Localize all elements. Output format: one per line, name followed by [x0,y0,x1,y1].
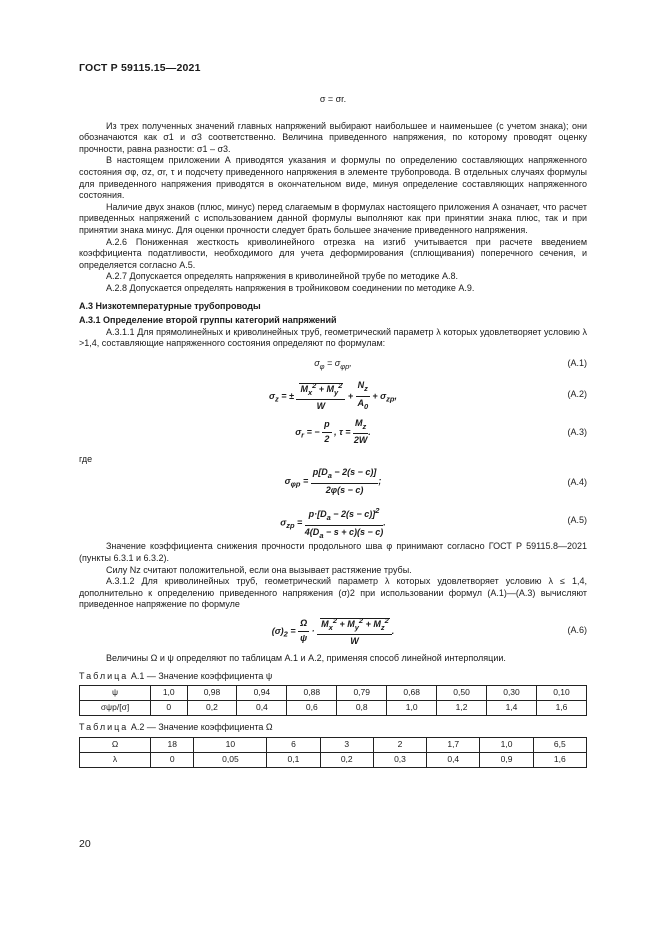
paragraph-a28: А.2.8 Допускается определять напряжения в тройниковом соединении по методике А.9. [106,282,475,293]
formula-a6: $(\sigma)_2$ = $\frac{\Omega}{\psi}$ · $\frac{M_x^2 + M_y^2 + M_z^2}{W}$ . (А.6) [271,616,587,647]
where-label: где [79,453,93,464]
formula-a4: $\sigma_{\varphi p}$ = $\frac{p[D_a - 2(s - c)]}{2\varphi(s - c)}$ ; (А.4) [284,467,587,495]
formula-a1: $\sigma_\varphi = \sigma_{\varphi p}$, (А.1) [314,357,587,371]
table-a2-caption: Таблица А.2 — Значение коэффициента Ω [79,722,273,733]
equation-top: σ = σr. [319,94,347,104]
paragraph-a312: А.3.1.2 Для криволинейных труб, геометрический параметр λ которых удовлетворяет условию λ ≤ 1,4, дополнительно к определению приведенного напряжения (σ)2 при использовании формул (А.1)—(А.3) вычисляют приведенное напряжение по формуле [79,576,587,610]
page-body [79,90,587,768]
table-row: λ 0 0,05 0,1 0,2 0,3 0,4 0,9 1,6 [80,752,587,767]
paragraph-a26: А.2.6 Пониженная жесткость криволинейного отрезка на изгиб учитывается при расчете введением коэффициента податливости, необходимого для учета деформирования (сплющивания) поперечного сечения, и определяется согласно А.5. [79,236,587,270]
paragraph-a27: А.2.7 Допускается определять напряжения в криволинейной трубе по методике А.8. [106,271,458,282]
formula-number: (А.2) [567,388,587,399]
paragraph-omega-psi: Величины Ω и ψ определяют по таблицам А.1 и А.2, применяя способ линейной интерполяции. [106,653,506,664]
heading-a3: А.3 Низкотемпературные трубопроводы [79,300,261,311]
table-a1-caption: Таблица А.1 — Значение коэффициента ψ [79,670,273,681]
table-row: Ω 18 10 6 3 2 1,7 1,0 6,5 [80,737,587,752]
heading-a31: А.3.1 Определение второй группы категорий напряжений [79,315,337,326]
paragraph-phi: Значение коэффициента снижения прочности продольного шва φ принимают согласно ГОСТ Р 59115.8—2021 (пункты 6.3.1 и 6.3.2). [79,541,587,564]
formula-number: (А.1) [567,357,587,368]
formula-a2: $\sigma_z$ = ± $\frac{M_x^2 + M_y^2}{W}$ + $\frac{N_z}{A_0}$ + $\sigma_{zp}$, (А.2) [269,380,587,412]
page-number: 20 [79,838,91,850]
formula-number: (А.5) [567,515,587,526]
paragraph-3: Наличие двух знаков (плюс, минус) перед слагаемым в формулах настоящего приложения А означает, что расчет приведенных напряжений с использованием данной формулы выполняют как при принятии знака плюс, так и при принятии знака минус. Для оценки прочности следует брать большее значение приведенного напряжения. [79,201,587,235]
table-row: σψp/[σ] 0 0,2 0,4 0,6 0,8 1,0 1,2 1,4 1,6 [80,701,587,716]
paragraph-force: Силу Nz считают положительной, если она вызывает растяжение трубы. [106,564,412,575]
table-a1 [79,685,587,716]
paragraph-a311: А.3.1.1 Для прямолинейных и криволинейных труб, геометрический параметр λ которых удовлетворяет условию λ >1,4, составляющие напряженного состояния определяют по формулам: [79,326,587,349]
formula-a5: $\sigma_{zp}$ = $\frac{p\cdot[D_a - 2(s - c)]^2}{4(D_a - s + c)(s - c)}$ . (А.5) [280,506,587,540]
document-header: ГОСТ Р 59115.15—2021 [79,62,201,74]
formula-number: (А.3) [567,426,587,437]
table-a2 [79,737,587,768]
table-row: ψ 1,0 0,98 0,94 0,88 0,79 0,68 0,50 0,30 0,10 [80,686,587,701]
formula-number: (А.6) [567,625,587,636]
paragraph-2: В настоящем приложении А приводятся указания и формулы по определению составляющих напряженного состояния σφ, σz, σr, τ и подсчету приведенного напряжения в элементе трубопровода. В отдельных случаях формулы для приведенного напряжения приводятся в окончательном виде, минуя определение составляющих напряженного состояния. [79,155,587,201]
formula-a3: $\sigma_r$ = − $\frac{p}{2}$ , τ = $\frac{M_z}{2W}$ . (А.3) [295,417,587,446]
paragraph-1: Из трех полученных значений главных напряжений выбирают наибольшее и наименьшее (с учетом знака); они обозначаются как σ1 и σ3 соответственно. Величина приведенного напряжения, по которому проводят оценку прочности, равна разности: σ1 – σ3. [79,120,587,154]
formula-number: (А.4) [567,477,587,488]
